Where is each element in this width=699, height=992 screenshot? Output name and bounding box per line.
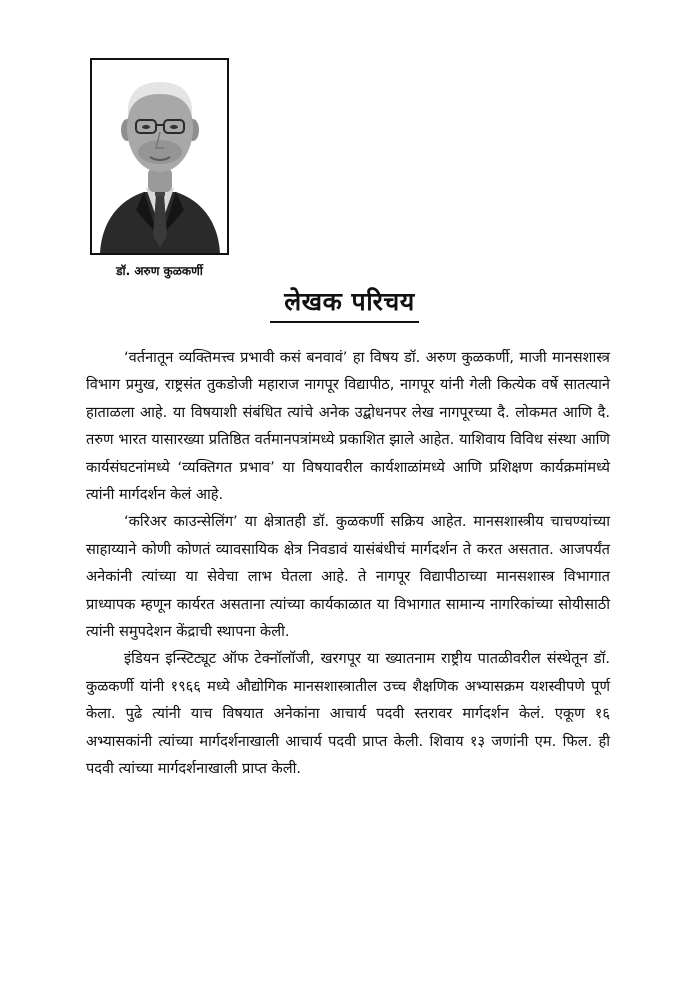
paragraph-2: ‘करिअर काउन्सेलिंग’ या क्षेत्रातही डॉ. कुळकर्णी सक्रिय आहेत. मानसशास्त्रीय चाचण्यांच्या साहाय्याने कोणी कोणतं व्यावसायिक क्षेत्र निवडावं यासंबंधीचं मार्गदर्शन ते करत असतात. आजपर्यंत अनेकांनी त्यांच्या या सेवेचा लाभ घेतला आहे. ते नागपूर विद्यापीठाच्या मानसशास्त्र विभागात प्राध्यापक म्हणून कार्यरत असताना त्यांच्या कार्यकाळात या विभागात सामान्य नागरिकांच्या सोयीसाठी त्यांनी समुपदेशन केंद्राची स्थापना केली. [86,513,610,641]
author-portrait-image [92,60,227,253]
author-name-caption: डॉ. अरुण कुळकर्णी [116,264,203,278]
paragraph-1: ‘वर्तनातून व्यक्तिमत्त्व प्रभावी कसं बनवावं’ हा विषय डॉ. अरुण कुळकर्णी, माजी मानसशास्त्र विभाग प्रमुख, राष्ट्रसंत तुकडोजी महाराज नागपूर विद्यापीठ, नागपूर यांनी गेली कित्येक वर्षे सातत्याने हाताळला आहे. या विषयाशी संबंधित त्यांचे अनेक उद्बोधनपर लेख नागपूरच्या दै. लोकमत आणि दै. तरुण भारत यासारख्या प्रतिष्ठित वर्तमानपत्रांमध्ये प्रकाशित झाले आहेत. याशिवाय विविध संस्था आणि कार्यसंघटनांमध्ये ‘व्यक्तिगत प्रभाव’ या विषयावरील कार्यशाळांमध्ये आणि प्रशिक्षण कार्यक्रमांमध्ये त्यांनी मार्गदर्शन केलं आहे. [86,349,610,504]
title-underline [270,321,419,323]
paragraph-3: इंडियन इन्स्टिट्यूट ऑफ टेक्नॉलॉजी, खरगपूर या ख्यातनाम राष्ट्रीय पातळीवरील संस्थेतून डॉ. कुळकर्णी यांनी १९६६ मध्ये औद्योगिक मानसशास्त्रातील उच्च शैक्षणिक अभ्यासक्रम यशस्वीपणे पूर्ण केला. पुढे त्यांनी याच विषयात अनेकांना आचार्य पदवी स्तरावर मार्गदर्शन केलं. एकूण १६ अभ्यासकांनी त्यांच्या मार्गदर्शनाखाली आचार्य पदवी प्राप्त केली. शिवाय १३ जणांनी एम. फिल. ही पदवी त्यांच्या मार्गदर्शनाखाली प्राप्त केली. [86,650,610,778]
page-title: लेखक परिचय [284,287,415,316]
author-photo [90,58,229,255]
author-introduction-text [86,344,610,783]
